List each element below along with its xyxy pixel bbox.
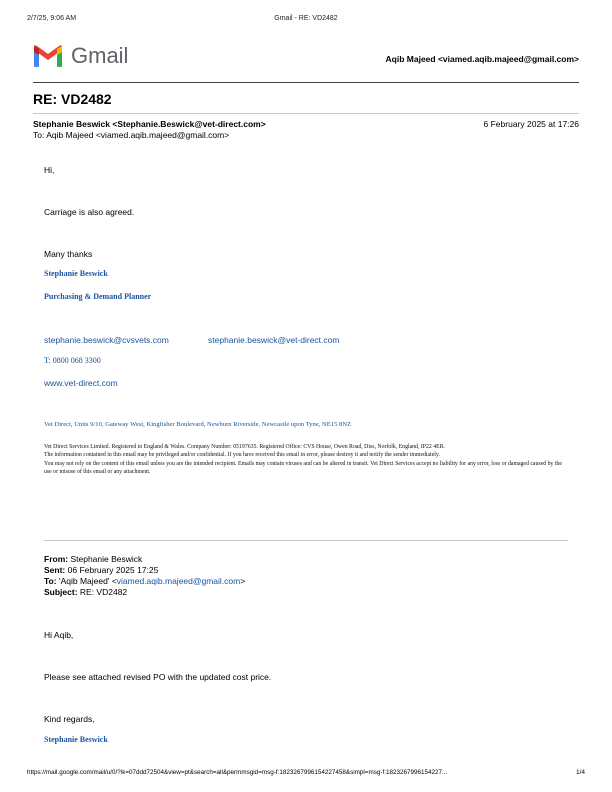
quoted-from-value: Stephanie Beswick xyxy=(70,554,143,564)
quoted-regards: Kind regards, xyxy=(44,714,95,724)
quoted-from xyxy=(44,554,142,564)
greeting: Hi, xyxy=(44,165,55,175)
website-link[interactable]: www.vet-direct.com xyxy=(44,378,118,388)
quoted-from-label: From: xyxy=(44,554,69,564)
signature-title: Purchasing & Demand Planner xyxy=(44,292,152,301)
quoted-to-label: To: xyxy=(44,576,57,586)
page-number: 1/4 xyxy=(575,769,585,776)
quoted-sent xyxy=(44,565,158,575)
quote-divider xyxy=(44,540,568,541)
message-date: 6 February 2025 at 17:26 xyxy=(483,119,579,129)
disclaimer-text: You may not rely on the content of this email unless you are the intended recipient. Emails may contain viruses and can be altered in transit. Vet Direct Services accept no liability for any error, loss or damaged caused by the use or misuse of this email or any attachment. xyxy=(44,460,562,476)
phone-number: T: 0800 068 3300 xyxy=(44,356,101,365)
quoted-sent-value: 06 February 2025 17:25 xyxy=(67,565,159,575)
quoted-to xyxy=(44,576,245,586)
message-from: Stephanie Beswick <Stephanie.Beswick@vet-direct.com> xyxy=(33,119,266,129)
email-link-vetdirect[interactable]: stephanie.beswick@vet-direct.com xyxy=(208,335,340,345)
header-divider xyxy=(33,82,579,83)
quoted-to-email[interactable]: viamed.aqib.majeed@gmail.com xyxy=(116,576,241,586)
gmail-m-icon xyxy=(33,44,63,68)
print-title: Gmail - RE: VD2482 xyxy=(274,15,338,22)
email-subject: RE: VD2482 xyxy=(33,91,112,107)
quoted-subject-value: RE: VD2482 xyxy=(79,587,128,597)
quoted-subject-label: Subject: xyxy=(44,587,78,597)
sign-off: Many thanks xyxy=(44,249,93,259)
legal-notice xyxy=(44,443,568,477)
gmail-wordmark: Gmail xyxy=(71,43,129,68)
account-owner: Aqib Majeed <viamed.aqib.majeed@gmail.com> xyxy=(385,54,579,64)
quoted-subject xyxy=(44,587,127,597)
quoted-sent-label: Sent: xyxy=(44,565,66,575)
quoted-to-suffix: > xyxy=(240,576,246,586)
print-url: https://mail.google.com/mail/u/0/?ik=07ddd72504&view=pt&search=all&permmsgid=msg-f:1823267996154227458&simpl=msg-f:1823267996154227... xyxy=(27,769,448,776)
signature-name: Stephanie Beswick xyxy=(44,269,108,278)
confidentiality-text: The information contained in this email may be privileged and/or confidential. If you have received this email in error, please destroy it and notify the sender immediately. xyxy=(44,452,440,459)
quoted-greeting: Hi Aqib, xyxy=(44,630,74,640)
quoted-body-line: Please see attached revised PO with the updated cost price. xyxy=(44,672,272,682)
gmail-logo xyxy=(33,43,129,73)
body-line: Carriage is also agreed. xyxy=(44,207,135,217)
print-datetime: 2/7/25, 9:06 AM xyxy=(27,15,77,22)
message-to: To: Aqib Majeed <viamed.aqib.majeed@gmail.com> xyxy=(33,130,230,140)
quoted-signature-name: Stephanie Beswick xyxy=(44,735,108,744)
registration-text: Vet Direct Services Limited. Registered in England & Wales. Company Number: 05197635. Registered Office: CVS House, Owen Road, Diss, Norfolk, England, IP22 4ER. xyxy=(44,444,446,450)
quoted-to-prefix: 'Aqib Majeed' < xyxy=(58,576,117,586)
subject-divider xyxy=(33,113,579,114)
company-address: Vet Direct, Units 9/10, Gateway West, Kingfisher Boulevard, Newburn Riverside, Newcastle upon Tyne, NE15 8NZ xyxy=(44,421,352,428)
email-link-cvsvets[interactable]: stephanie.beswick@cvsvets.com xyxy=(44,335,169,345)
